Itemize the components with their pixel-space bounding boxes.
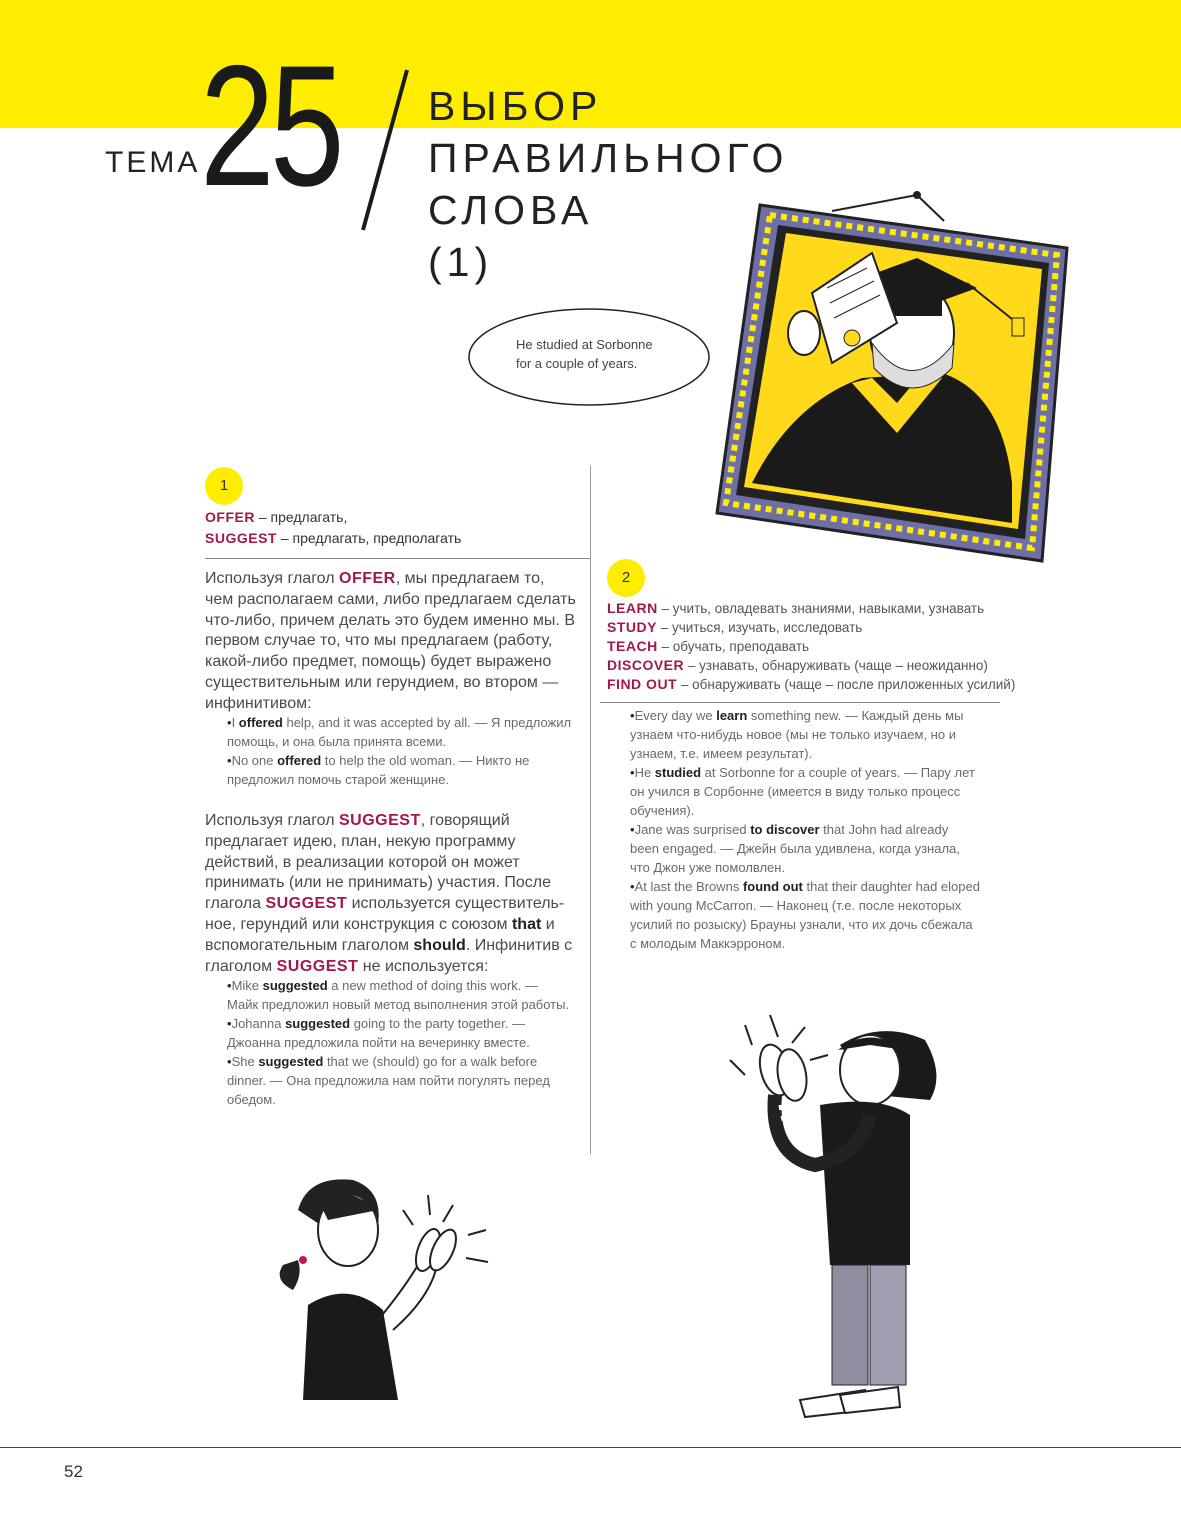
term-definition: – обучать, преподавать bbox=[657, 639, 810, 654]
section-2-number: 2 bbox=[607, 559, 645, 597]
example-item: • Jane was surprised to discover that John had already been engaged. — Джейн была удивлена, когда узнала, что Джон уже помолвлен. bbox=[630, 820, 980, 877]
term-row bbox=[607, 599, 1015, 618]
section-1-divider bbox=[205, 558, 590, 559]
example-keyword: suggested bbox=[258, 1054, 324, 1069]
term-word: FIND OUT bbox=[607, 676, 678, 692]
keyword-should: should bbox=[413, 936, 466, 954]
term-word: OFFER bbox=[205, 509, 255, 525]
column-divider bbox=[590, 466, 591, 1154]
example-keyword: found out bbox=[742, 879, 803, 894]
section-1-number: 1 bbox=[205, 467, 243, 505]
footer-rule bbox=[0, 1447, 1181, 1448]
term-row bbox=[607, 675, 1015, 694]
girl-clapping-illustration bbox=[268, 1170, 498, 1440]
speech-line: He studied at Sorbonne bbox=[516, 337, 653, 352]
title-line: (1) bbox=[428, 239, 494, 285]
suggest-paragraph: Используя глагол SUGGEST, говорящий предлагает идею, план, некую программу действий, в реализации которой он может принимать (или не принимать) участия. После глагола SUGGEST используется существительное, герундий или конструкция с союзом that и вспомогательным глаголом should. Инфинитив с глаголом SUGGEST не используется: bbox=[205, 812, 573, 975]
example-item: • He studied at Sorbonne for a couple of years. — Пару лет он учился в Сорбонне (имеется в виду только процесс обучения). bbox=[630, 763, 980, 820]
term-word: DISCOVER bbox=[607, 657, 685, 673]
example-keyword: studied bbox=[654, 765, 702, 780]
title-line: ПРАВИЛЬНОГО bbox=[428, 135, 789, 181]
example-keyword: learn bbox=[716, 708, 748, 723]
example-item: • Johanna suggested going to the party together. — Джоанна предложила пойти на вечеринку вместе. bbox=[227, 1014, 572, 1052]
offer-examples bbox=[227, 713, 572, 789]
speech-line: for a couple of years. bbox=[516, 356, 638, 371]
term-word: LEARN bbox=[607, 600, 658, 616]
example-keyword: offered bbox=[238, 715, 283, 730]
example-item: • Mike suggested a new method of doing this work. — Майк предложил новый метод выполнения этой работы. bbox=[227, 976, 572, 1014]
example-keyword: to discover bbox=[750, 822, 820, 837]
term-row bbox=[205, 528, 461, 549]
term-definition: – предлагать, предполагать bbox=[276, 530, 462, 546]
example-keyword: offered bbox=[277, 753, 322, 768]
boy-clapping-illustration bbox=[720, 1005, 950, 1430]
term-word: TEACH bbox=[607, 638, 658, 654]
offer-paragraph: Используя глагол OFFER, мы предлагаем то, чем располагаем сами, либо предлагаем сделать что-либо, причем делать это будем именно мы. В первом случае то, что мы предлагаем (работу, какой-либо предмет, помощь) будет выражено существительным или герундием, во втором — инфинитивом: bbox=[205, 570, 576, 712]
term-word: SUGGEST bbox=[205, 530, 277, 546]
slash-divider bbox=[355, 65, 415, 235]
term-row bbox=[607, 637, 1015, 656]
example-keyword: suggested bbox=[262, 978, 328, 993]
example-item: • She suggested that we (should) go for a walk before dinner. — Она предложила нам пойти погулять перед обедом. bbox=[227, 1052, 572, 1109]
term-definition: – предлагать, bbox=[254, 509, 348, 525]
term-row bbox=[607, 656, 1015, 675]
topic-label: ТЕМА bbox=[105, 146, 201, 179]
example-keyword: suggested bbox=[285, 1016, 351, 1031]
term-definition: – учить, овладевать знаниями, навыками, узнавать bbox=[657, 601, 985, 616]
title-line: ВЫБОР bbox=[428, 83, 603, 129]
term-definition: – учиться, изучать, исследовать bbox=[656, 620, 863, 635]
keyword-that: that bbox=[511, 915, 542, 933]
section-2-examples bbox=[630, 706, 980, 953]
section-2-divider bbox=[600, 702, 1000, 703]
speech-bubble-text bbox=[516, 335, 653, 373]
graduate-portrait-illustration bbox=[712, 183, 1077, 563]
term-word: SUGGEST bbox=[276, 957, 359, 975]
title-line: СЛОВА bbox=[428, 187, 594, 233]
section-2-terms bbox=[607, 599, 1015, 694]
term-word: SUGGEST bbox=[265, 895, 348, 913]
example-item: • I offered help, and it was accepted by all. — Я предложил помощь, и она была принята всеми. bbox=[227, 713, 572, 751]
example-item: • No one offered to help the old woman. — Никто не предложил помочь старой женщине. bbox=[227, 751, 572, 789]
term-word: OFFER bbox=[339, 570, 396, 587]
term-row bbox=[205, 507, 461, 528]
page-number: 52 bbox=[64, 1462, 83, 1481]
topic-number: 25 bbox=[200, 30, 340, 222]
section-1-terms bbox=[205, 507, 461, 549]
suggest-examples bbox=[227, 976, 572, 1109]
term-word: STUDY bbox=[607, 619, 657, 635]
term-definition: – узнавать, обнаруживать (чаще – неожиданно) bbox=[684, 658, 988, 673]
term-row bbox=[607, 618, 1015, 637]
example-item: • Every day we learn something new. — Каждый день мы узнаем что-нибудь новое (мы не только изучаем, но и узнаем, т.е. имеем результат). bbox=[630, 706, 980, 763]
example-item: • At last the Browns found out that their daughter had eloped with young McCarron. — Наконец (т.е. после некоторых усилий по розыску) Брауны узнали, что их дочь сбежала с молодым Маккэрроном. bbox=[630, 877, 980, 953]
term-word: SUGGEST bbox=[339, 812, 421, 829]
term-definition: – обнаруживать (чаще – после приложенных усилий) bbox=[677, 677, 1016, 692]
